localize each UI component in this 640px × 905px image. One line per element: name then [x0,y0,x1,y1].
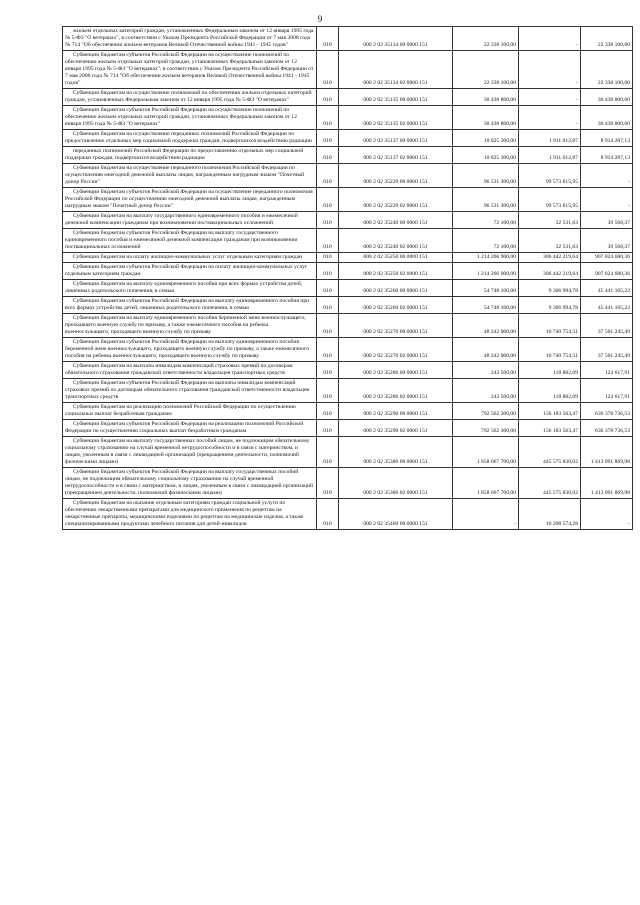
row-approved-amount: 1 858 667 700,00 [453,437,519,468]
row-remaining-amount: 30 438 800,00 [581,106,633,130]
row-approved-amount: 48 242 000,00 [453,314,519,338]
row-budget-code: 000 2 02 35220 00 0000 151 [339,164,453,188]
row-remaining-amount: 8 914 287,13 [581,147,633,164]
row-budget-code: 000 2 02 35460 00 0000 151 [339,499,453,530]
row-admin-code: 010 [317,212,339,229]
row-description: Субвенции бюджетам на осуществление полномочий по обеспечению жильем отдельных категорий граждан, установленных Федеральным законом от 12 января 1995 года № 5-ФЗ "О ветеранах" [63,89,317,106]
row-description: Субвенции бюджетам субъектов Российской Федерации на выплату единовременного пособия при всех формах устройства детей, лишенных родительского попечения, в семью [63,297,317,314]
row-budget-code: 000 2 02 35135 02 0000 151 [339,106,453,130]
row-remaining-amount: 124 617,91 [581,379,633,403]
table-row [63,89,633,106]
row-budget-code: 000 2 02 35137 00 0000 151 [339,130,453,147]
table-row [63,263,633,280]
row-description: Субвенции бюджетам на реализацию полномочий Российской Федерации по осуществлению социальных выплат безработным гражданам [63,403,317,420]
table-row [63,188,633,212]
row-remaining-amount: 907 824 680,36 [581,263,633,280]
row-description: Субвенции бюджетам на выплату государственного единовременного пособия и ежемесячной денежной компенсации гражданам при возникновении поствакцинальных осложнений [63,212,317,229]
row-approved-amount: 243 500,00 [453,379,519,403]
row-admin-code: 010 [317,147,339,164]
table-row [63,437,633,468]
budget-table [62,26,633,530]
row-remaining-amount: 8 914 287,13 [581,130,633,147]
row-approved-amount: 54 748 100,00 [453,297,519,314]
row-description: Субвенции бюджетам на выплату единовременного пособия беременной жене военнослужащего, проходящего военную службу по призыву, а также ежемесячного пособия на ребенка военнослужащего, проходящего военную службу по призыву [63,314,317,338]
row-executed-amount: 32 531,63 [519,212,581,229]
row-approved-amount: 1 214 266 900,00 [453,253,519,263]
row-approved-amount: 792 562 300,00 [453,420,519,437]
row-executed-amount: 306 442 219,64 [519,253,581,263]
row-remaining-amount: 37 501 245,49 [581,314,633,338]
row-approved-amount: 96 531 300,00 [453,188,519,212]
row-description: Субвенции бюджетам на осуществление переданных полномочий Российской Федерации по предоставлению отдельных мер социальной поддержки граждан, подвергшихся воздействию радиации [63,130,317,147]
row-admin-code: 010 [317,314,339,338]
row-admin-code: 010 [317,379,339,403]
table-row [63,147,633,164]
row-executed-amount: 1 911 012,87 [519,130,581,147]
row-executed-amount: 99 573 815,95 [519,164,581,188]
row-executed-amount: 445 575 830,02 [519,437,581,468]
row-admin-code: 010 [317,27,339,51]
row-budget-code: 000 2 02 35134 02 0000 151 [339,51,453,89]
row-approved-amount: 72 100,00 [453,212,519,229]
row-executed-amount: 118 882,09 [519,362,581,379]
row-remaining-amount: - [581,164,633,188]
table-row [63,379,633,403]
row-budget-code: 000 2 02 35380 00 0000 151 [339,437,453,468]
row-remaining-amount: 1 413 091 869,98 [581,437,633,468]
row-executed-amount: 10 740 754,51 [519,338,581,362]
row-approved-amount: 1 214 266 900,00 [453,263,519,280]
row-description: Субвенции бюджетам субъектов Российской Федерации на выплату государственного единовременного пособия и ежемесячной денежной компенсации гражданам при возникновении поствакцинальных осложнений [63,229,317,253]
row-approved-amount: 54 748 100,00 [453,280,519,297]
table-row [63,51,633,89]
row-remaining-amount: 30 438 800,00 [581,89,633,106]
row-executed-amount: - [519,89,581,106]
table-row [63,468,633,499]
row-admin-code: 010 [317,51,339,89]
row-executed-amount: 118 882,09 [519,379,581,403]
row-executed-amount: 9 306 994,78 [519,297,581,314]
row-description: Субвенции бюджетам субъектов Российской Федерации на реализацию полномочий Российской Федерации по осуществлению социальных выплат безработным гражданам [63,420,317,437]
row-budget-code: 000 2 02 35260 02 0000 151 [339,297,453,314]
table-row [63,338,633,362]
row-admin-code: 010 [317,89,339,106]
page-number: 9 [317,14,323,24]
row-admin-code: 010 [317,229,339,253]
row-budget-code: 000 2 02 35290 00 0000 151 [339,403,453,420]
row-budget-code: 000 2 02 35380 02 0000 151 [339,468,453,499]
row-executed-amount: 156 183 563,47 [519,403,581,420]
row-approved-amount: 10 825 300,00 [453,147,519,164]
table-row [63,27,633,51]
row-budget-code: 000 2 02 35290 02 0000 151 [339,420,453,437]
row-approved-amount: 96 531 300,00 [453,164,519,188]
row-description: Субвенции бюджетам на осуществление переданного полномочия Российской Федерации по осуществлению ежегодной денежной выплаты лицам, награжденным нагрудным знаком "Почетный донор России" [63,164,317,188]
row-executed-amount: 10 740 754,51 [519,314,581,338]
row-budget-code: 000 2 02 35250 02 0000 151 [339,263,453,280]
row-budget-code: 000 2 02 35240 00 0000 151 [339,212,453,229]
table-row [63,106,633,130]
row-approved-amount: 10 825 300,00 [453,130,519,147]
row-approved-amount: 30 438 800,00 [453,89,519,106]
row-approved-amount: 48 242 000,00 [453,338,519,362]
table-row [63,212,633,229]
row-approved-amount: 1 858 667 700,00 [453,468,519,499]
row-remaining-amount: 37 501 245,49 [581,338,633,362]
row-remaining-amount: 39 568,37 [581,229,633,253]
table-row [63,420,633,437]
row-admin-code: 010 [317,263,339,280]
row-description: Субвенции бюджетам субъектов Российской Федерации на выплату единовременного пособия беременной жене военнослужащего, проходящего военную службу по призыву, а также ежемесячного пособия на ребенка военнослужащего, проходящего военную службу по призыву [63,338,317,362]
row-description: Субвенции бюджетам субъектов Российской Федерации на осуществление полномочий по обеспечению жильем отдельных категорий граждан, установленных Федеральным законом от 12 января 1995 года № 5-ФЗ "О ветеранах" [63,106,317,130]
row-description: Субвенции бюджетам на выплаты инвалидам компенсаций страховых премий по договорам обязательного страхования гражданской ответственности владельцев транспортных средств [63,362,317,379]
row-description: Субвенции бюджетам субъектов Российской Федерации на оплату жилищно-коммунальных услуг отдельным категориям граждан [63,263,317,280]
row-budget-code: 000 2 02 35270 02 0000 151 [339,338,453,362]
row-approved-amount: 72 100,00 [453,229,519,253]
row-remaining-amount: 39 568,37 [581,212,633,229]
row-description: Субвенции бюджетам субъектов Российской Федерации на выплаты инвалидам компенсаций страховых премий по договорам обязательного страхования гражданской ответственности владельцев транспортных средств [63,379,317,403]
row-admin-code: 010 [317,130,339,147]
table-row [63,403,633,420]
row-description: жильем отдельных категорий граждан, установленных Федеральным законом от 12 января 1995 года № 5-ФЗ "О ветеранах", в соответствии с Указом Президента Российской Федерации от 7 мая 2008 года № 714 "Об обеспечении жильем ветеранов Великой Отечественной войны 1941 - 1945 годов" [63,27,317,51]
row-admin-code: 010 [317,106,339,130]
row-executed-amount: - [519,106,581,130]
row-remaining-amount: 22 338 100,00 [581,27,633,51]
row-remaining-amount: 45 441 105,22 [581,280,633,297]
row-remaining-amount: 636 378 736,53 [581,420,633,437]
row-budget-code: 000 2 02 35280 00 0000 151 [339,362,453,379]
row-description: Субвенции бюджетам субъектов Российской Федерации на осуществление полномочий по обеспечению жильем отдельных категорий граждан, установленных Федеральным законом от 12 января 1995 года № 5-ФЗ "О ветеранах", в соответствии с Указом Президента Российской Федерации от 7 мая 2008 года № 714 "Об обеспечении жильем ветеранов Великой Отечественной войны 1941 - 1945 годов" [63,51,317,89]
table-row [63,314,633,338]
row-approved-amount: 243 500,00 [453,362,519,379]
table-body [63,27,633,530]
row-executed-amount: 9 306 994,78 [519,280,581,297]
row-admin-code: 010 [317,362,339,379]
row-description: переданных полномочий Российской Федерации по предоставлению отдельных мер социальной поддержки граждан, подвергшихся воздействию радиации [63,147,317,164]
row-remaining-amount: 124 617,91 [581,362,633,379]
row-description: Субвенции бюджетам на оплату жилищно-коммунальных услуг отдельным категориям граждан [63,253,317,263]
row-remaining-amount: 45 441 105,22 [581,297,633,314]
table-row [63,130,633,147]
row-description: Субвенции бюджетам на выплату единовременного пособия при всех формах устройства детей, лишенных родительского попечения, в семью [63,280,317,297]
row-approved-amount: 22 338 100,00 [453,27,519,51]
table-row [63,499,633,530]
table-row [63,253,633,263]
row-executed-amount: 156 183 563,47 [519,420,581,437]
row-remaining-amount: 22 338 100,00 [581,51,633,89]
row-admin-code: 010 [317,297,339,314]
row-budget-code: 000 2 02 35220 02 0000 151 [339,188,453,212]
table-row [63,297,633,314]
row-executed-amount: 32 531,63 [519,229,581,253]
row-executed-amount: 10 208 574,28 [519,499,581,530]
row-approved-amount: 22 338 100,00 [453,51,519,89]
row-budget-code: 000 2 02 35134 00 0000 151 [339,27,453,51]
row-admin-code: 010 [317,253,339,263]
row-budget-code: 000 2 02 35260 00 0000 151 [339,280,453,297]
row-admin-code: 010 [317,280,339,297]
row-budget-code: 000 2 02 35240 02 0000 151 [339,229,453,253]
row-remaining-amount: 1 413 091 869,98 [581,468,633,499]
table-row [63,280,633,297]
row-admin-code: 010 [317,164,339,188]
row-admin-code: 010 [317,338,339,362]
row-executed-amount: 1 911 012,87 [519,147,581,164]
row-executed-amount: - [519,51,581,89]
row-admin-code: 010 [317,420,339,437]
row-remaining-amount: - [581,499,633,530]
row-admin-code: 010 [317,403,339,420]
row-budget-code: 000 2 02 35135 00 0000 151 [339,89,453,106]
row-admin-code: 010 [317,468,339,499]
row-remaining-amount: - [581,188,633,212]
table-row [63,362,633,379]
row-approved-amount: 792 562 300,00 [453,403,519,420]
row-description: Субвенции бюджетам субъектов Российской Федерации на выплату государственных пособий лицам, не подлежащим обязательному социальному страхованию на случай временной нетрудоспособности и в связи с материнством, и лицам, уволенным в связи с ликвидацией организаций (прекращением деятельности, полномочий физическими лицами) [63,468,317,499]
row-budget-code: 000 2 02 35270 00 0000 151 [339,314,453,338]
row-approved-amount: 30 438 800,00 [453,106,519,130]
row-admin-code: 010 [317,188,339,212]
row-executed-amount: 306 442 219,64 [519,263,581,280]
row-description: Субвенции бюджетам субъектов Российской Федерации на осуществление переданного полномочия Российской Федерации по осуществлению ежегодной денежной выплаты лицам, награжденным нагрудным знаком "Почетный донор России" [63,188,317,212]
row-budget-code: 000 2 02 35137 02 0000 151 [339,147,453,164]
table-row [63,164,633,188]
row-description: Субвенции бюджетам на оказание отдельным категориям граждан социальной услуги по обеспечению лекарственными препаратами для медицинского применения по рецептам на лекарственные препараты, медицинскими изделиями по рецептам на медицинские изделия, а также специализированными продуктами лечебного питания для детей-инвалидов [63,499,317,530]
row-budget-code: 000 2 02 35280 02 0000 151 [339,379,453,403]
row-executed-amount: 445 575 830,02 [519,468,581,499]
row-approved-amount: - [453,499,519,530]
row-budget-code: 000 2 02 35250 00 0000 151 [339,253,453,263]
row-executed-amount: - [519,27,581,51]
row-executed-amount: 99 573 815,95 [519,188,581,212]
table-row [63,229,633,253]
row-admin-code: 010 [317,437,339,468]
row-remaining-amount: 907 824 680,36 [581,253,633,263]
row-remaining-amount: 636 378 736,53 [581,403,633,420]
row-description: Субвенции бюджетам на выплату государственных пособий лицам, не подлежащим обязательному социальному страхованию на случай временной нетрудоспособности и в связи с материнством, и лицам, уволенным в связи с ликвидацией организаций (прекращением деятельности, полномочий физическими лицами) [63,437,317,468]
row-admin-code: 010 [317,499,339,530]
